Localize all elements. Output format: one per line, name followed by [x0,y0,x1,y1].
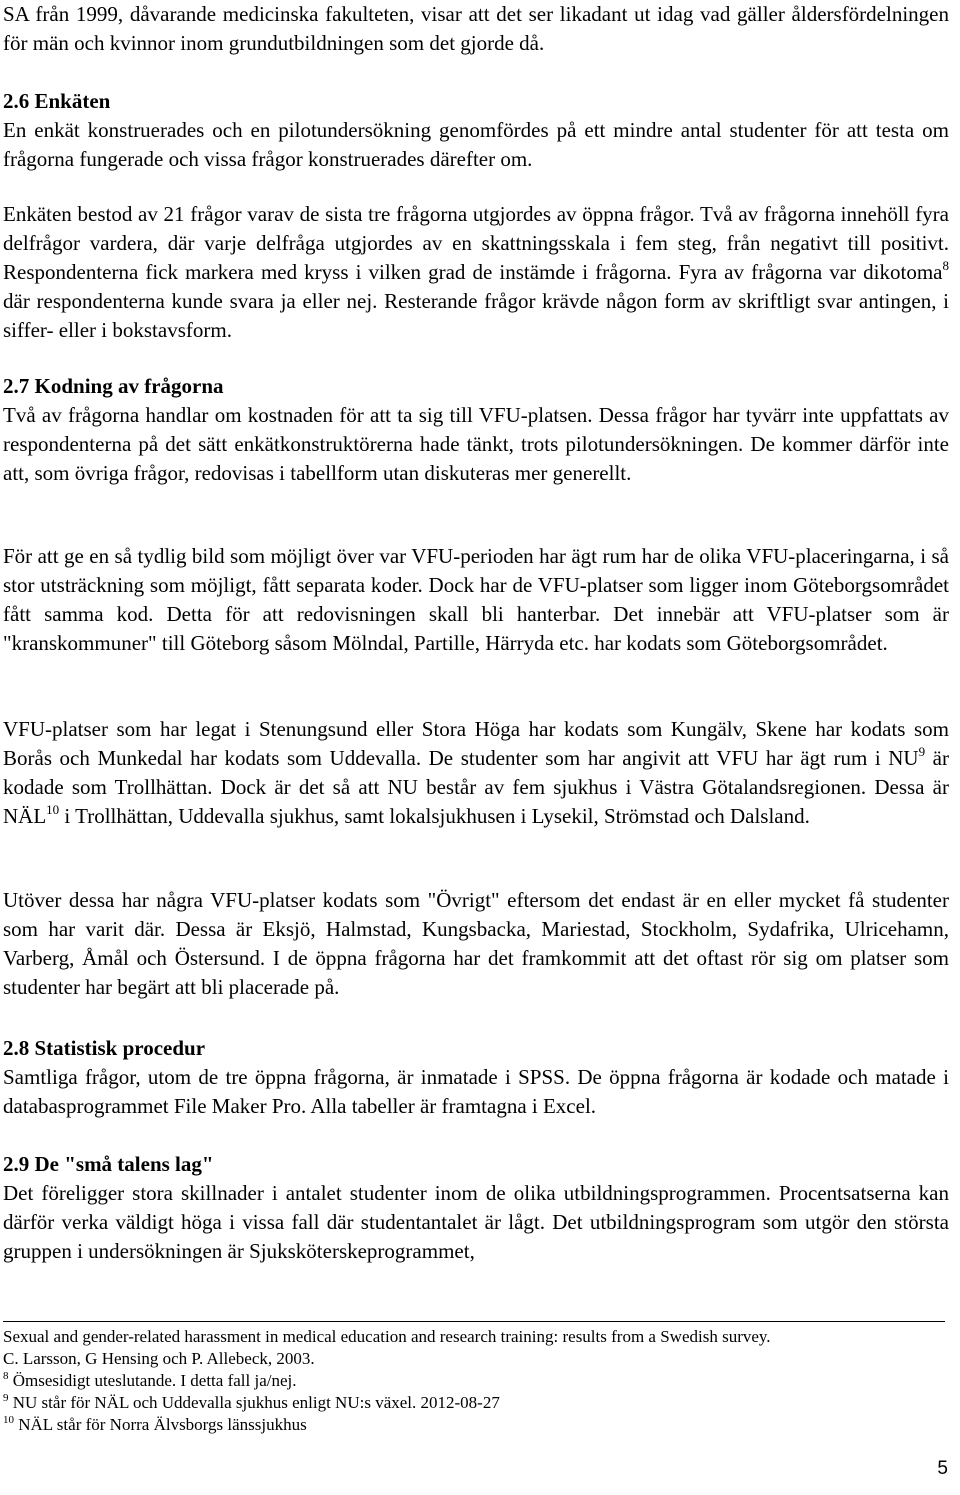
section-heading-2-7: 2.7 Kodning av frågorna [3,374,224,398]
footnote-8 [3,1370,949,1392]
footnote-10 [3,1414,949,1436]
paragraph-survey-structure [3,200,949,345]
footnote-reference-line1: Sexual and gender-related harassment in medical education and research training: results from a Swedish survey. [3,1327,771,1346]
paragraph-cost-questions: Två av frågorna handlar om kostnaden för att ta sig till VFU-platsen. Dessa frågor har tyvärr inte uppfattats av respondenterna på det sätt enkätkonstruktörerna hade tänkt, trots pilotundersökningen. De kommer därför inte att, som övriga frågor, redovisas i tabellform utan diskuteras mer generellt. [3,403,949,485]
paragraph-region-codes [3,715,949,831]
footnote-reference [3,1326,949,1370]
intro-text: SA från 1999, dåvarande medicinska fakulteten, visar att det ser likadant ut idag vad gäller åldersfördelningen för män och kvinnor inom grundutbildningen som det gjorde då. [3,2,949,55]
paragraph-other-codes-text: Utöver dessa har några VFU-platser kodats som "Övrigt" eftersom det endast är en eller mycket få studenter som har varit där. Dessa är Eksjö, Halmstad, Kungsbacka, Mariestad, Stockholm, Sydafrika, Ulricehamn, Varberg, Åmål och Östersund. I de öppna frågorna har det framkommit att det oftast rör sig om platser som studenter har begärt att bli placerade på. [3,888,949,999]
section-2-6 [3,87,949,174]
section-2-7 [3,372,949,488]
footnotes [3,1326,949,1436]
footnote-text-9: NU står för NÄL och Uddevalla sjukhus enligt NU:s växel. 2012-08-27 [12,1393,500,1412]
paragraph-region-codes-text: VFU-platser som har legat i Stenungsund eller Stora Höga har kodats som Kungälv, Skene har kodats som Borås och Munkedal har kodats som Uddevalla. De studenter som har angivit att VFU har ägt rum i $NU^9$ är kodade som Trollhättan. Dock är det så att NU består av fem sjukhus i Västra Götalandsregionen. Dessa är NÄL$^{10}$ i Trollhättan, Uddevalla sjukhus, samt lokalsjukhusen i Lysekil, Strömstad och Dalsland. [3,717,949,828]
paragraph-placement-codes-text: För att ge en så tydlig bild som möjligt över var VFU-perioden har ägt rum har de olika VFU-placeringarna, i så stor utsträckning som möjligt, fått separata koder. Dock har de VFU-platser som ligger inom Göteborgsområdet fått samma kod. Detta för att redovisningen skall bli hanterbar. Det innebär att VFU-platser som är "kranskommuner" till Göteborg såsom Mölndal, Partille, Härryda etc. har kodats som Göteborgsområdet. [3,544,949,655]
footnote-ref-10: 10 [46,802,60,817]
section-heading-2-8: 2.8 Statistisk procedur [3,1036,206,1060]
section-2-9 [3,1150,949,1266]
section-heading-2-6: 2.6 Enkäten [3,89,111,113]
paragraph-pilot: En enkät konstruerades och en pilotundersökning genomfördes på ett mindre antal studenter för att testa om frågorna fungerade och vissa frågor konstruerades därefter om. [3,118,949,171]
section-heading-2-9: 2.9 De "små talens lag" [3,1152,214,1176]
footnote-text-10: NÄL står för Norra Älvsborgs länssjukhus [18,1415,307,1434]
footnote-text-8: Ömsesidigt uteslutande. I detta fall ja/nej. [12,1371,297,1390]
footnote-separator [3,1321,945,1322]
section-2-8 [3,1034,949,1121]
paragraph-placement-codes [3,542,949,658]
page-number: 5 [937,1458,948,1479]
paragraph-small-numbers: Det föreligger stora skillnader i antalet studenter inom de olika utbildningsprogrammen. Procentsatserna kan därför verka väldigt höga i vissa fall där studentantalet är lågt. Det utbildningsprogram som utgör den största gruppen i undersökningen är Sjuksköterskeprogrammet, [3,1181,949,1263]
footnote-9 [3,1392,949,1414]
paragraph-other-codes [3,886,949,1002]
footnote-marker-8: 8 [3,1370,9,1383]
footnote-ref-8: 8 [942,258,949,273]
intro-paragraph [3,0,949,58]
paragraph-survey-structure-text: Enkäten bestod av 21 frågor varav de sista tre frågorna utgjordes av öppna frågor. Två av frågorna innehöll fyra delfrågor vardera, där varje delfråga utgjordes av en skattningsskala i fem steg, från negativt till positivt. Respondenterna fick markera med kryss i vilken grad de instämde i frågorna. Fyra av frågorna var dikotoma$^8$ där respondenterna kunde svara ja eller nej. Resterande frågor krävde någon form av skriftligt svar antingen, i siffer- eller i bokstavsform. [3,202,949,342]
footnote-marker-9: 9 [3,1392,9,1405]
footnote-marker-10: 10 [3,1414,14,1427]
paragraph-statistics: Samtliga frågor, utom de tre öppna frågorna, är inmatade i SPSS. De öppna frågorna är kodade och matade i databasprogrammet File Maker Pro. Alla tabeller är framtagna i Excel. [3,1065,949,1118]
footnote-reference-line2: C. Larsson, G Hensing och P. Allebeck, 2003. [3,1349,315,1368]
footnote-ref-9: 9 [918,744,926,759]
